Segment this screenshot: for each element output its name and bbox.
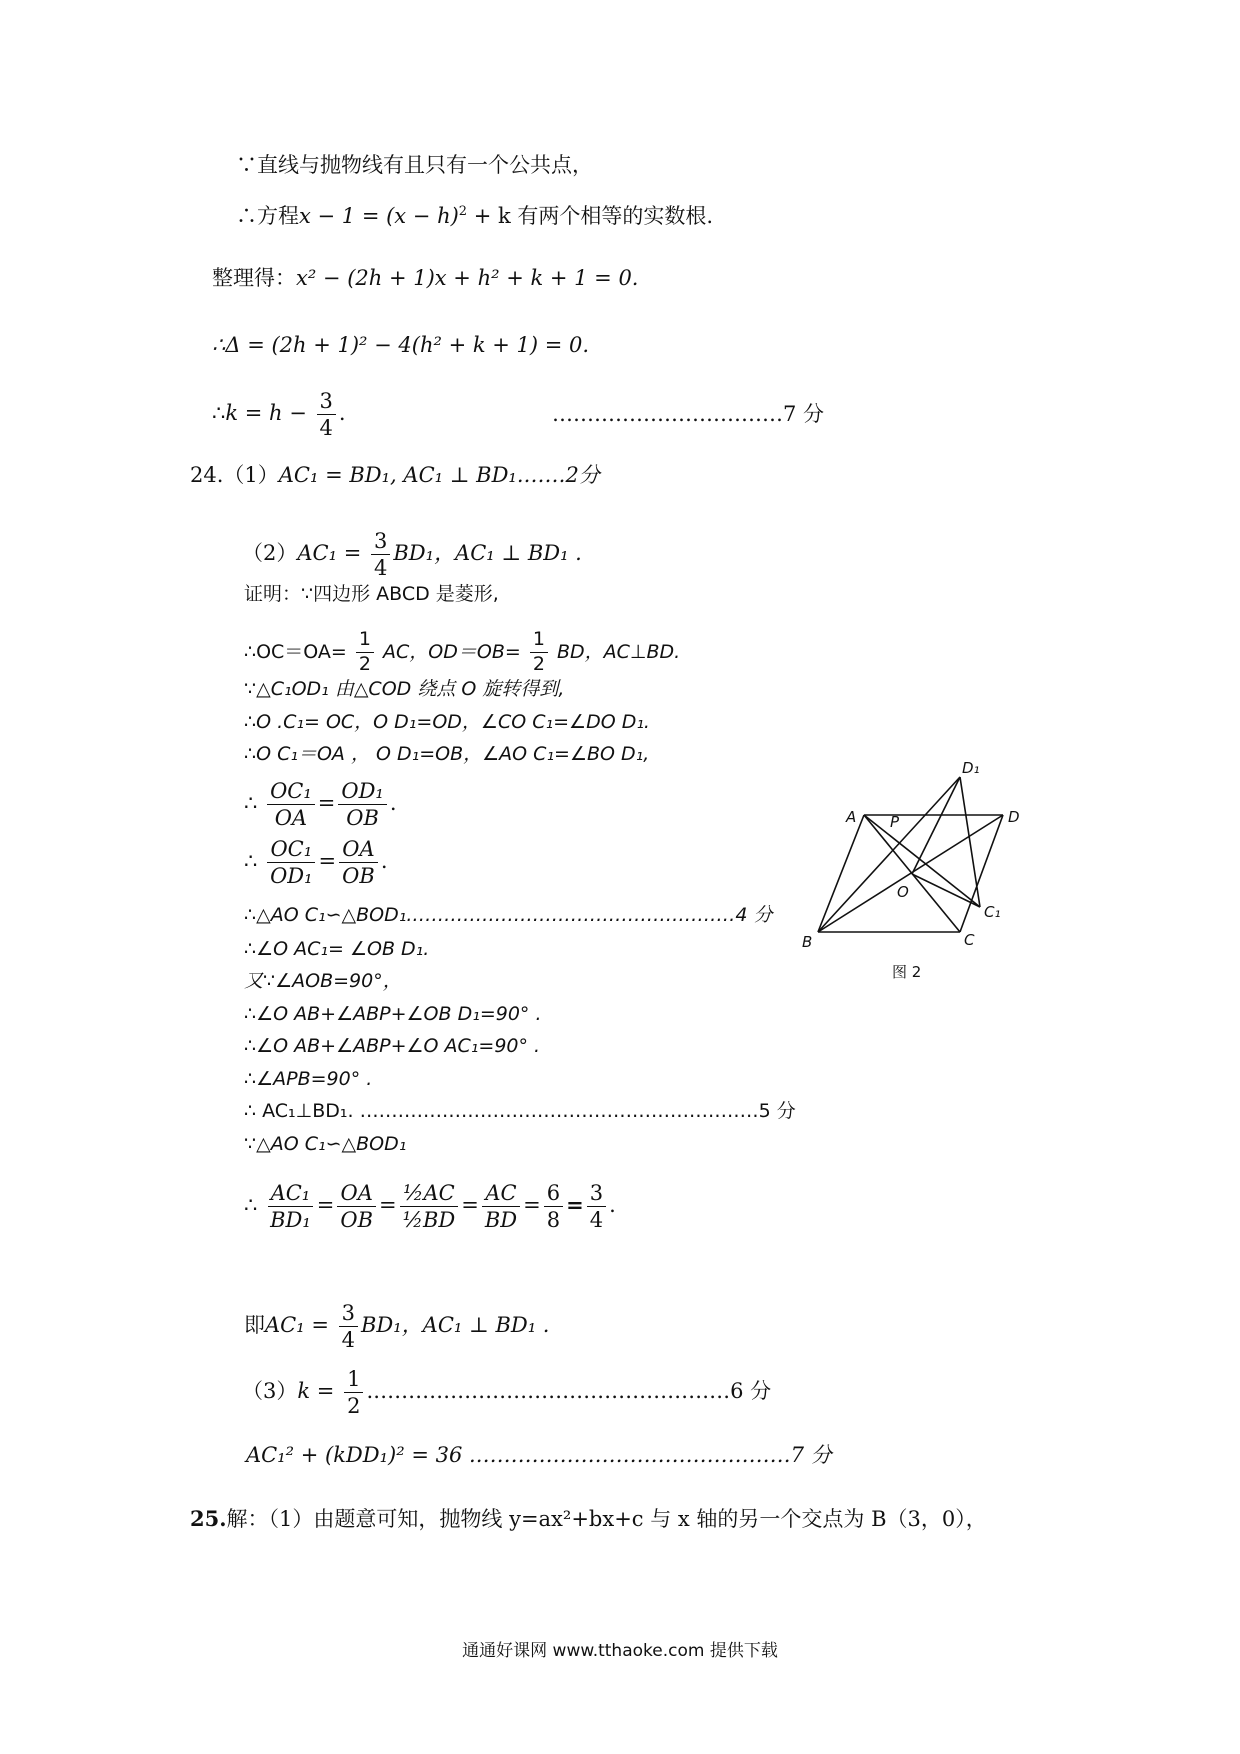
proof-line-2: ∵△C₁OD₁ 由△COD 绕点 O 旋转得到,: [244, 678, 565, 700]
question-number: 25.: [190, 1506, 227, 1531]
part-label: （3）: [242, 1379, 298, 1404]
equation-simplified: x² − (2h + 1)x + h² + k + 1 = 0.: [296, 266, 639, 290]
footer-text: 通通好课网 www.tthaoke.com 提供下载: [462, 1641, 778, 1661]
equation-discriminant: ∴Δ = (2h + 1)² − 4(h² + k + 1) = 0.: [212, 333, 590, 357]
equation-line-2-tail: + k: [467, 204, 511, 228]
denominator: OB: [340, 1208, 374, 1233]
proof-line-9: 又∵∠AOB=90°，: [244, 970, 402, 992]
score-6: .……………………………………………6 分: [366, 1379, 772, 1404]
therefore-symbol: ∴: [244, 791, 258, 816]
numerator: 6: [544, 1182, 563, 1207]
denominator: BD: [484, 1208, 518, 1233]
conclusion-line: [244, 1302, 549, 1351]
numerator: 3: [317, 390, 336, 415]
proof-line-7: ∴△AO C₁∽△BOD₁.……………………………………………4 分: [244, 904, 773, 926]
denominator: 4: [374, 556, 388, 581]
numerator: 1: [344, 1368, 363, 1393]
numerator: ½AC: [400, 1182, 458, 1207]
proof-line-11: ∴∠O AB+∠ABP+∠O AC₁=90° .: [244, 1035, 541, 1057]
denominator: OA: [274, 806, 308, 831]
numerator: OA: [337, 1182, 375, 1207]
fraction: [338, 780, 386, 829]
fraction: [267, 1182, 314, 1231]
equation-line-2: x − 1 = (x − h): [299, 204, 459, 228]
question-24-part-1: [190, 465, 600, 486]
numerator: AC₁: [268, 1182, 314, 1207]
question-25: [190, 1508, 987, 1530]
proof-1-mid: AC，OD＝OB=: [383, 640, 521, 663]
label-simplify: 整理得：: [212, 266, 296, 290]
text-line-2-prefix: ∴方程: [236, 204, 299, 228]
conclusion-prefix: 即: [244, 1313, 265, 1338]
numerator: 3: [371, 530, 390, 555]
text-line-3: [212, 268, 638, 289]
final-equation: AC₁² + (kDD₁)² = 36 .………………………………………7 分: [246, 1443, 832, 1467]
text-line-5: [212, 390, 346, 439]
denominator: 8: [546, 1208, 561, 1233]
label-O: O: [897, 883, 909, 901]
denominator: 2: [347, 1394, 361, 1419]
expr-right: BD₁，AC₁ ⊥ BD₁ .: [361, 1313, 550, 1338]
denominator: 4: [589, 1208, 604, 1233]
fraction: [482, 1182, 520, 1231]
numerator: 3: [587, 1182, 606, 1207]
fraction: [267, 838, 315, 887]
segment-OD1: [912, 777, 960, 874]
proof-line-12: ∴∠APB=90° .: [244, 1068, 373, 1090]
fraction-three-quarters: [317, 390, 336, 439]
question-25-text: 解：（1）由题意可知，抛物线 y=ax²+bx+c 与 x 轴的另一个交点为 B（3，0），: [226, 1507, 987, 1531]
denominator: BD₁: [270, 1208, 311, 1233]
label-D1: D₁: [962, 759, 980, 777]
fraction: [337, 1182, 376, 1231]
proof-line-10: ∴∠O AB+∠ABP+∠OB D₁=90° .: [244, 1003, 542, 1025]
denominator: OB: [346, 806, 379, 831]
fraction-half: [530, 630, 548, 675]
label-P: P: [890, 813, 900, 831]
proof-line-14: ∵△AO C₁∽△BOD₁: [244, 1133, 407, 1155]
proof-line-4: ∴O C₁＝OA ， O D₁=OB，∠AO C₁=∠BO D₁,: [244, 743, 650, 765]
fraction: [267, 780, 315, 829]
therefore-symbol: ∴: [212, 401, 226, 426]
label-A: A: [846, 808, 857, 826]
proof-1-start: ∴OC＝OA=: [244, 640, 347, 663]
label-C: C: [964, 931, 975, 949]
segment-BA: [818, 815, 864, 932]
proof-line-6: ∴ $\frac{\text{OC₁}}{\text{OD₁}}$ = $\frac{OA}{OB}$ .: [244, 837, 388, 889]
segment-BD1: [818, 777, 960, 932]
denominator: 4: [319, 416, 333, 441]
figure-caption: 图 2: [892, 963, 922, 981]
fraction-three-quarters: [339, 1302, 358, 1351]
ratio-chain: ∴ $\frac{\text{AC₁}}{\text{BD₁}}$ = $\frac{OA}{OB}$ = $\frac{\text{½AC}}{\text{½BD}}$ = $\frac{AC}{BD}$ = $\frac{6}{8}$ = $\frac{3}{4}$ .: [244, 1181, 616, 1233]
expr-k: k =: [297, 1379, 335, 1404]
proof-line-1: [244, 630, 680, 675]
label-C1: C₁: [984, 903, 1001, 921]
numerator: OA: [339, 838, 377, 863]
fraction-half: [344, 1368, 363, 1417]
denominator: 2: [358, 652, 371, 675]
denominator: ½BD: [402, 1208, 456, 1233]
expr-left: AC₁ =: [297, 541, 362, 566]
proof-line-13: ∴ AC₁⊥BD₁. ………………………………………………………5 分: [244, 1100, 796, 1122]
text-line-1: ∵直线与抛物线有且只有一个公共点，: [236, 153, 593, 177]
label-B: B: [802, 933, 813, 951]
proof-1-end: BD，AC⊥BD.: [557, 640, 681, 663]
proof-line-3: ∴O .C₁= OC，O D₁=OD，∠CO C₁=∠DO D₁.: [244, 711, 650, 733]
expr-right: BD₁，AC₁ ⊥ BD₁ .: [393, 541, 582, 566]
denominator: OD₁: [270, 864, 313, 889]
segment-AC1: [864, 815, 980, 907]
answer-part-1: AC₁ = BD₁, AC₁ ⊥ BD₁.……2分: [278, 463, 600, 487]
equation-k: k = h −: [225, 401, 307, 426]
numerator: OC₁: [267, 780, 315, 805]
fraction-three-quarters: [371, 530, 390, 579]
score-7-a: ……………………………7 分: [552, 402, 825, 426]
denominator: 2: [532, 652, 545, 675]
question-number: 24.（1）: [190, 463, 279, 487]
exponent: 2: [458, 204, 468, 219]
numerator: OC₁: [267, 838, 315, 863]
denominator: OB: [342, 864, 375, 889]
numerator: 3: [339, 1302, 358, 1327]
fraction: [339, 838, 378, 887]
expr-left: AC₁ =: [265, 1313, 329, 1338]
proof-line-5: ∴ $\frac{\text{OC₁}}{OA}$ = $\frac{\text{OD₁}}{OB}$ .: [244, 779, 397, 831]
segment-OC1: [912, 874, 980, 907]
proof-heading: 证明：∵四边形 ABCD 是菱形,: [244, 583, 499, 605]
segment-D1C1: [960, 777, 980, 907]
therefore-symbol: ∴: [244, 1193, 258, 1218]
question-24-part-2: [242, 530, 582, 579]
numerator: 1: [356, 630, 374, 653]
fraction: [587, 1182, 606, 1231]
numerator: 1: [530, 630, 548, 653]
question-24-part-3: [242, 1368, 771, 1417]
label-D: D: [1008, 808, 1020, 826]
period: .: [338, 401, 346, 426]
part-label: （2）: [242, 541, 298, 566]
text-line-2: [236, 205, 713, 227]
figure-2: [790, 752, 1030, 982]
denominator: 4: [341, 1328, 355, 1353]
rhombus-diagram: [790, 752, 1030, 982]
numerator: AC: [482, 1182, 519, 1207]
text-line-2-suffix: 有两个相等的实数根.: [510, 204, 714, 228]
therefore-symbol: ∴: [244, 849, 258, 874]
fraction: [400, 1182, 459, 1231]
proof-line-8: ∴∠O AC₁= ∠OB D₁.: [244, 938, 430, 960]
fraction: [544, 1182, 563, 1231]
fraction-half: [356, 630, 374, 675]
numerator: OD₁: [338, 780, 386, 805]
